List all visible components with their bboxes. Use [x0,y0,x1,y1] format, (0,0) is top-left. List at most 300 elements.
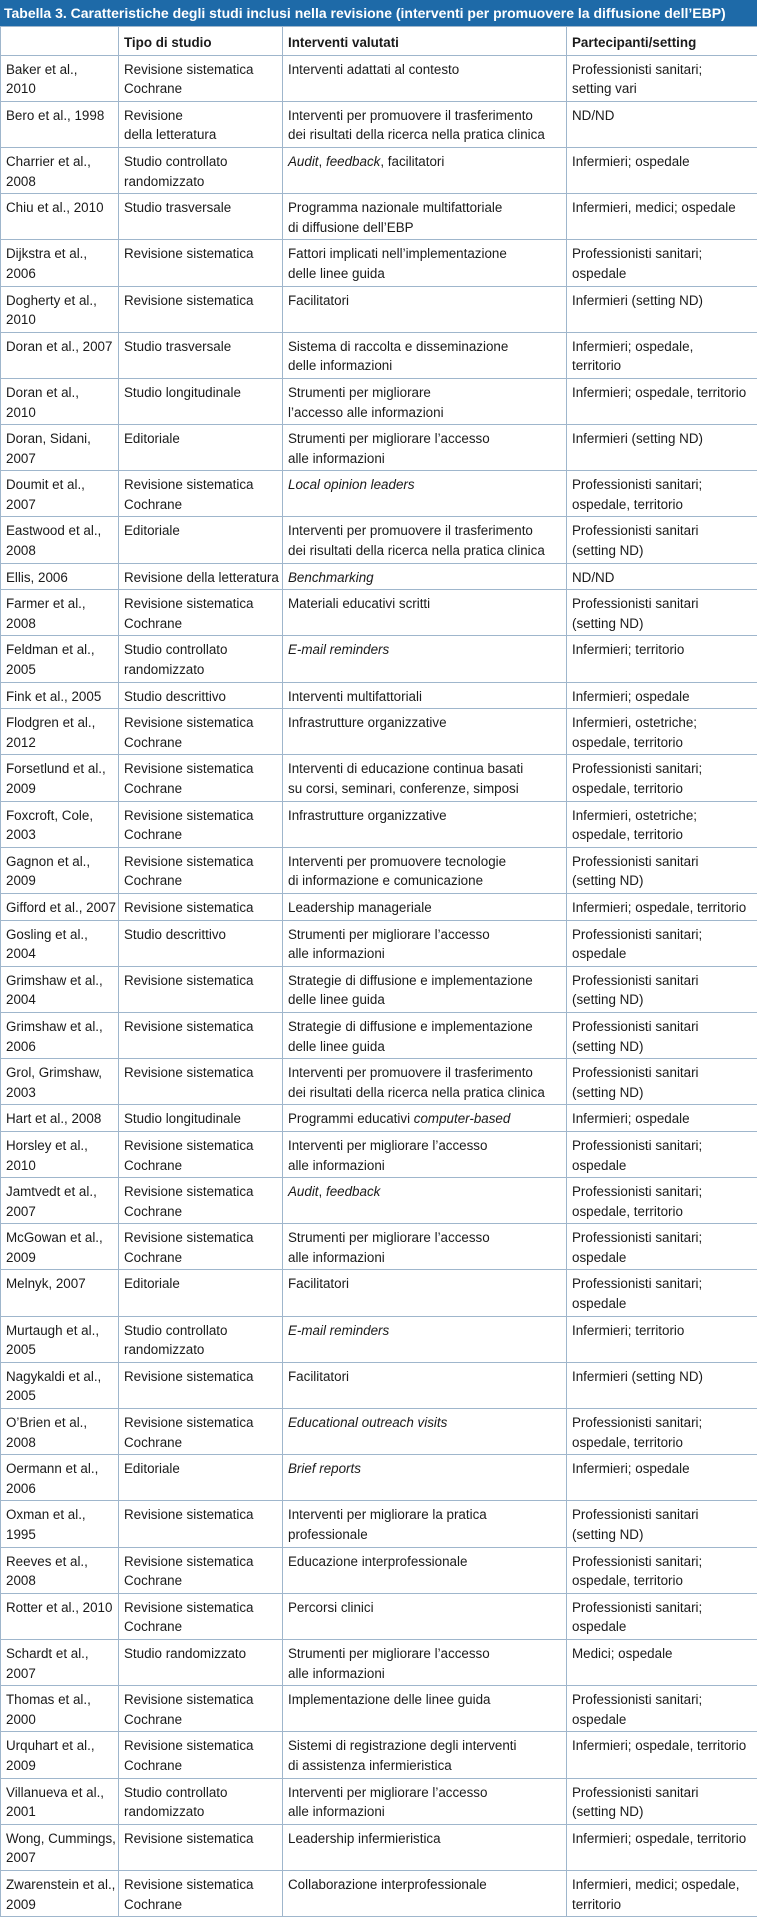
cell-partecipanti-setting [567,893,757,920]
table-row [1,966,757,1012]
study-reference: 2005 [6,660,114,680]
study-type: Editoriale [124,429,278,449]
participants-setting: Professionisti sanitari [572,852,753,872]
cell-tipo-di-studio [119,1012,283,1058]
participants-setting: Infermieri, medici; ospedale [572,198,753,218]
cell-study [1,378,119,424]
study-reference: Doran et al., [6,383,114,403]
participants-setting: Infermieri; territorio [572,640,753,660]
participants-setting: Infermieri; territorio [572,1321,753,1341]
intervention-line: Percorsi clinici [288,1598,562,1618]
study-type: randomizzato [124,660,278,680]
intervention-text: computer-based [414,1111,511,1126]
study-type: Revisione sistematica [124,1736,278,1756]
study-reference: Schardt et al., [6,1644,114,1664]
cell-partecipanti-setting [567,332,757,378]
table-row [1,1059,757,1105]
intervention-line: l’accesso alle informazioni [288,403,562,423]
study-reference: 2003 [6,1083,114,1103]
cell-partecipanti-setting [567,1362,757,1408]
participants-setting: Infermieri, medici; ospedale, [572,1875,753,1895]
cell-tipo-di-studio [119,1824,283,1870]
study-reference: Wong, Cummings, [6,1829,114,1849]
cell-interventi-valutati [283,240,567,286]
cell-partecipanti-setting [567,1778,757,1824]
table-row [1,755,757,801]
intervention-line: Implementazione delle linee guida [288,1690,562,1710]
table-row [1,1224,757,1270]
participants-setting: territorio [572,356,753,376]
study-type: Revisione sistematica [124,898,278,918]
intervention-line: Fattori implicati nell’implementazione [288,244,562,264]
study-type: Revisione [124,106,278,126]
study-reference: Nagykaldi et al., [6,1367,114,1387]
cell-tipo-di-studio [119,966,283,1012]
cell-study [1,1012,119,1058]
participants-setting: Medici; ospedale [572,1644,753,1664]
participants-setting: Professionisti sanitari; [572,759,753,779]
intervention-line: alle informazioni [288,449,562,469]
intervention-line: di diffusione dell’EBP [288,218,562,238]
intervention-line: dei risultati della ricerca nella pratica clinica [288,125,562,145]
participants-setting: (setting ND) [572,1802,753,1822]
study-reference: 2009 [6,1248,114,1268]
intervention-line: Interventi adattati al contesto [288,60,562,80]
intervention-line: Infrastrutture organizzative [288,713,562,733]
study-type: Revisione sistematica [124,759,278,779]
study-reference: McGowan et al., [6,1228,114,1248]
intervention-line: Sistema di raccolta e disseminazione [288,337,562,357]
cell-tipo-di-studio [119,1593,283,1639]
participants-setting: Professionisti sanitari; [572,475,753,495]
table-row [1,1270,757,1316]
cell-tipo-di-studio [119,563,283,590]
study-type: Studio randomizzato [124,1644,278,1664]
intervention-text: Programmi educativi [288,1111,414,1126]
cell-partecipanti-setting [567,682,757,709]
cell-study [1,1686,119,1732]
intervention-line [288,1182,562,1202]
study-reference: 2006 [6,264,114,284]
cell-interventi-valutati [283,1224,567,1270]
study-reference: Grol, Grimshaw, [6,1063,114,1083]
participants-setting: Professionisti sanitari [572,1783,753,1803]
intervention-line: Benchmarking [288,568,562,588]
study-reference: Gosling et al., [6,925,114,945]
study-reference: Dogherty et al., [6,291,114,311]
cell-tipo-di-studio [119,920,283,966]
study-reference: 2010 [6,1156,114,1176]
cell-tipo-di-studio [119,240,283,286]
cell-tipo-di-studio [119,1870,283,1916]
study-type: Studio descrittivo [124,925,278,945]
cell-study [1,332,119,378]
cell-tipo-di-studio [119,101,283,147]
participants-setting: Professionisti sanitari; [572,1182,753,1202]
cell-tipo-di-studio [119,1639,283,1685]
study-reference: Doumit et al., [6,475,114,495]
intervention-line: Leadership infermieristica [288,1829,562,1849]
study-type: Revisione sistematica [124,60,278,80]
study-type: Revisione sistematica [124,1228,278,1248]
cell-tipo-di-studio [119,1547,283,1593]
study-type: Revisione sistematica [124,1063,278,1083]
study-type: della letteratura [124,125,278,145]
cell-study [1,1639,119,1685]
cell-interventi-valutati [283,1455,567,1501]
cell-tipo-di-studio [119,1178,283,1224]
intervention-line: Facilitatori [288,1274,562,1294]
cell-study [1,1409,119,1455]
study-reference: Gifford et al., 2007 [6,898,114,918]
study-type: Studio controllato [124,640,278,660]
cell-tipo-di-studio [119,1105,283,1132]
study-type: Revisione sistematica [124,244,278,264]
study-reference: 2010 [6,310,114,330]
cell-partecipanti-setting [567,1686,757,1732]
intervention-line: dei risultati della ricerca nella pratica clinica [288,541,562,561]
cell-interventi-valutati [283,1593,567,1639]
study-reference: Gagnon et al., [6,852,114,872]
study-reference: Feldman et al., [6,640,114,660]
study-type: Cochrane [124,825,278,845]
cell-interventi-valutati [283,590,567,636]
cell-partecipanti-setting [567,966,757,1012]
study-type: Studio longitudinale [124,1109,278,1129]
cell-partecipanti-setting [567,847,757,893]
cell-interventi-valutati [283,1059,567,1105]
cell-interventi-valutati [283,1639,567,1685]
cell-study [1,847,119,893]
study-reference: 2009 [6,779,114,799]
cell-tipo-di-studio [119,1409,283,1455]
cell-study [1,563,119,590]
cell-tipo-di-studio [119,378,283,424]
cell-interventi-valutati [283,55,567,101]
cell-partecipanti-setting [567,101,757,147]
study-reference: 1995 [6,1525,114,1545]
study-reference: 2006 [6,1037,114,1057]
study-reference: Melnyk, 2007 [6,1274,114,1294]
cell-study [1,966,119,1012]
participants-setting: (setting ND) [572,871,753,891]
table-row [1,1178,757,1224]
cell-interventi-valutati [283,801,567,847]
cell-study [1,1105,119,1132]
study-reference: 2009 [6,871,114,891]
intervention-line: Interventi per migliorare la pratica [288,1505,562,1525]
participants-setting: Professionisti sanitari; [572,1690,753,1710]
cell-partecipanti-setting [567,1059,757,1105]
cell-partecipanti-setting [567,636,757,682]
table-row [1,801,757,847]
intervention-line: Interventi per promuovere il trasferimento [288,1063,562,1083]
participants-setting: Infermieri; ospedale, territorio [572,1736,753,1756]
cell-tipo-di-studio [119,1732,283,1778]
intervention-line: Interventi per promuovere il trasferimento [288,521,562,541]
cell-partecipanti-setting [567,1824,757,1870]
study-reference: Villanueva et al., [6,1783,114,1803]
cell-study [1,1362,119,1408]
study-type: Editoriale [124,1459,278,1479]
intervention-line: Interventi per migliorare l’accesso [288,1136,562,1156]
study-reference: 2008 [6,541,114,561]
study-reference: Doran, Sidani, [6,429,114,449]
cell-partecipanti-setting [567,920,757,966]
intervention-line: Strumenti per migliorare l’accesso [288,429,562,449]
study-type: Revisione sistematica [124,1552,278,1572]
study-type: Revisione sistematica [124,1505,278,1525]
participants-setting: ospedale, territorio [572,825,753,845]
cell-partecipanti-setting [567,1012,757,1058]
cell-interventi-valutati [283,1270,567,1316]
participants-setting: Professionisti sanitari; [572,60,753,80]
participants-setting: (setting ND) [572,990,753,1010]
participants-setting: ospedale, territorio [572,1202,753,1222]
intervention-line: Sistemi di registrazione degli interventi [288,1736,562,1756]
intervention-line: Collaborazione interprofessionale [288,1875,562,1895]
table-row [1,590,757,636]
table-row [1,847,757,893]
intervention-line [288,152,562,172]
participants-setting: ND/ND [572,568,753,588]
cell-study [1,1547,119,1593]
table-row [1,563,757,590]
study-reference: 2008 [6,172,114,192]
table-row [1,378,757,424]
intervention-line: Leadership manageriale [288,898,562,918]
intervention-line: di informazione e comunicazione [288,871,562,891]
table-row [1,1732,757,1778]
participants-setting: Professionisti sanitari; [572,1228,753,1248]
participants-setting: Professionisti sanitari; [572,244,753,264]
cell-study [1,1224,119,1270]
cell-partecipanti-setting [567,1870,757,1916]
participants-setting: ospedale, territorio [572,1433,753,1453]
cell-interventi-valutati [283,682,567,709]
cell-interventi-valutati [283,755,567,801]
study-type: Cochrane [124,495,278,515]
table-row [1,1316,757,1362]
study-reference: Eastwood et al., [6,521,114,541]
cell-partecipanti-setting [567,1501,757,1547]
cell-interventi-valutati [283,471,567,517]
participants-setting: ospedale, territorio [572,1571,753,1591]
participants-setting: Professionisti sanitari [572,1017,753,1037]
intervention-line: alle informazioni [288,1664,562,1684]
participants-setting: ospedale, territorio [572,779,753,799]
study-type: randomizzato [124,172,278,192]
table-title: Tabella 3. Caratteristiche degli studi inclusi nella revisione (interventi per promuovere la diffusione dell’EBP) [0,0,757,26]
intervention-line: Infrastrutture organizzative [288,806,562,826]
table-row [1,636,757,682]
cell-interventi-valutati [283,1870,567,1916]
cell-partecipanti-setting [567,286,757,332]
study-reference: Ellis, 2006 [6,568,114,588]
intervention-line: alle informazioni [288,1248,562,1268]
cell-partecipanti-setting [567,709,757,755]
table-row [1,240,757,286]
cell-interventi-valutati [283,920,567,966]
cell-study [1,1270,119,1316]
study-type: Studio descrittivo [124,687,278,707]
cell-study [1,1059,119,1105]
study-type: Revisione sistematica [124,594,278,614]
intervention-line: Interventi per promuovere il trasferimento [288,106,562,126]
table-row [1,147,757,193]
cell-partecipanti-setting [567,1105,757,1132]
participants-setting: ospedale [572,1248,753,1268]
header-row [1,27,757,56]
participants-setting: Professionisti sanitari [572,1505,753,1525]
participants-setting: Professionisti sanitari [572,971,753,991]
study-reference: 2007 [6,1848,114,1868]
cell-study [1,709,119,755]
intervention-line: alle informazioni [288,944,562,964]
study-type: Revisione sistematica [124,1367,278,1387]
cell-tipo-di-studio [119,471,283,517]
cell-partecipanti-setting [567,55,757,101]
cell-partecipanti-setting [567,1316,757,1362]
participants-setting: ospedale, territorio [572,495,753,515]
study-type: Studio controllato [124,1321,278,1341]
study-reference: 2008 [6,1571,114,1591]
cell-tipo-di-studio [119,709,283,755]
cell-partecipanti-setting [567,1593,757,1639]
participants-setting: Infermieri; ospedale, territorio [572,1829,753,1849]
cell-tipo-di-studio [119,55,283,101]
cell-interventi-valutati [283,636,567,682]
participants-setting: (setting ND) [572,1525,753,1545]
table-row [1,1105,757,1132]
participants-setting: Professionisti sanitari; [572,1136,753,1156]
study-reference: 2007 [6,495,114,515]
cell-study [1,1593,119,1639]
cell-tipo-di-studio [119,1778,283,1824]
participants-setting: ospedale [572,1294,753,1314]
cell-tipo-di-studio [119,755,283,801]
table-row [1,1593,757,1639]
cell-interventi-valutati [283,563,567,590]
participants-setting: (setting ND) [572,1083,753,1103]
cell-interventi-valutati [283,147,567,193]
cell-interventi-valutati [283,332,567,378]
cell-study [1,636,119,682]
study-reference: 2007 [6,1664,114,1684]
table-row [1,471,757,517]
intervention-text: Audit [288,1184,319,1199]
table-row [1,1778,757,1824]
intervention-line: E-mail reminders [288,640,562,660]
table-row [1,1012,757,1058]
cell-interventi-valutati [283,1732,567,1778]
table-body [1,55,757,1917]
participants-setting: Infermieri, ostetriche; [572,713,753,733]
study-type: Cochrane [124,614,278,634]
cell-tipo-di-studio [119,286,283,332]
study-reference: Fink et al., 2005 [6,687,114,707]
intervention-line: Local opinion leaders [288,475,562,495]
cell-interventi-valutati [283,966,567,1012]
participants-setting: Infermieri (setting ND) [572,291,753,311]
cell-interventi-valutati [283,1316,567,1362]
cell-partecipanti-setting [567,1224,757,1270]
cell-study [1,1316,119,1362]
participants-setting: Professionisti sanitari; [572,1552,753,1572]
cell-partecipanti-setting [567,471,757,517]
cell-study [1,55,119,101]
study-reference: O’Brien et al., [6,1413,114,1433]
table-row [1,332,757,378]
cell-partecipanti-setting [567,1547,757,1593]
study-reference: Forsetlund et al., [6,759,114,779]
participants-setting: Infermieri; ospedale [572,152,753,172]
intervention-line: Educazione interprofessionale [288,1552,562,1572]
study-type: Revisione sistematica [124,1598,278,1618]
table-row [1,1501,757,1547]
table-row [1,1686,757,1732]
cell-study [1,286,119,332]
cell-study [1,1824,119,1870]
cell-study [1,147,119,193]
cell-interventi-valutati [283,286,567,332]
study-reference: Hart et al., 2008 [6,1109,114,1129]
participants-setting: ospedale [572,1156,753,1176]
table-row [1,1639,757,1685]
intervention-text: , facilitatori [380,154,444,169]
table-row [1,286,757,332]
cell-partecipanti-setting [567,563,757,590]
study-reference: 2008 [6,1433,114,1453]
participants-setting: Infermieri, ostetriche; [572,806,753,826]
intervention-text: , [319,154,326,169]
participants-setting: ospedale [572,1710,753,1730]
participants-setting: ospedale, territorio [572,733,753,753]
cell-partecipanti-setting [567,755,757,801]
study-type: Cochrane [124,1433,278,1453]
study-type: Studio controllato [124,152,278,172]
study-type: Cochrane [124,1202,278,1222]
cell-interventi-valutati [283,1012,567,1058]
table-row [1,893,757,920]
cell-study [1,194,119,240]
cell-tipo-di-studio [119,425,283,471]
study-type: Cochrane [124,1617,278,1637]
intervention-line: su corsi, seminari, conferenze, simposi [288,779,562,799]
study-reference: 2010 [6,403,114,423]
intervention-line: Strumenti per migliorare l’accesso [288,1228,562,1248]
participants-setting: Infermieri (setting ND) [572,1367,753,1387]
study-reference: Oermann et al., [6,1459,114,1479]
participants-setting: ospedale [572,944,753,964]
intervention-line: Strumenti per migliorare [288,383,562,403]
cell-tipo-di-studio [119,1316,283,1362]
study-type: Studio controllato [124,1783,278,1803]
table-row [1,425,757,471]
study-reference: 2005 [6,1386,114,1406]
header-tipo-di-studio: Tipo di studio [119,27,283,56]
study-reference: 2003 [6,825,114,845]
intervention-line: Strategie di diffusione e implementazione [288,971,562,991]
cell-interventi-valutati [283,425,567,471]
cell-study [1,471,119,517]
cell-tipo-di-studio [119,1059,283,1105]
table-row [1,1455,757,1501]
study-reference: Flodgren et al., [6,713,114,733]
intervention-line [288,1109,562,1129]
cell-study [1,1732,119,1778]
participants-setting: Professionisti sanitari [572,521,753,541]
